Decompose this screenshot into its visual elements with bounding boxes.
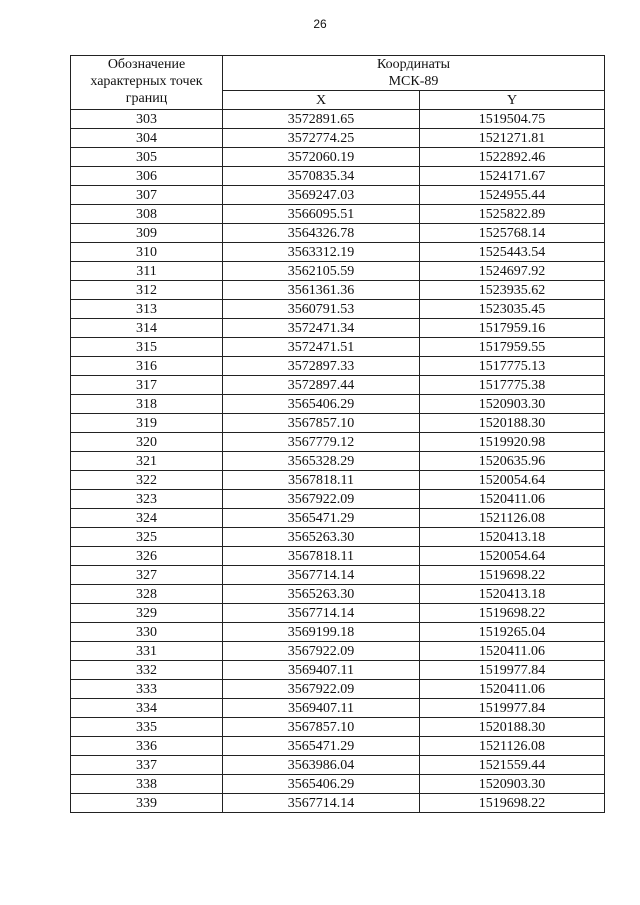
point-cell: 325: [71, 528, 223, 547]
point-cell: 327: [71, 566, 223, 585]
table-row: [71, 566, 605, 585]
y-cell: 1520411.06: [420, 490, 605, 509]
y-cell: 1520411.06: [420, 642, 605, 661]
x-cell: 3567922.09: [223, 680, 420, 699]
y-cell: 1524697.92: [420, 262, 605, 281]
table-row: [71, 547, 605, 566]
table-row: [71, 604, 605, 623]
point-cell: 303: [71, 110, 223, 129]
table-row: [71, 509, 605, 528]
y-cell: 1525822.89: [420, 205, 605, 224]
point-cell: 319: [71, 414, 223, 433]
x-cell: 3572897.44: [223, 376, 420, 395]
table-row: [71, 281, 605, 300]
x-cell: 3567779.12: [223, 433, 420, 452]
y-cell: 1520413.18: [420, 585, 605, 604]
x-cell: 3563312.19: [223, 243, 420, 262]
table-row: [71, 585, 605, 604]
point-cell: 335: [71, 718, 223, 737]
x-cell: 3570835.34: [223, 167, 420, 186]
header-coordinates: [223, 56, 605, 91]
y-cell: 1519504.75: [420, 110, 605, 129]
point-cell: 318: [71, 395, 223, 414]
y-cell: 1525443.54: [420, 243, 605, 262]
x-cell: 3572471.51: [223, 338, 420, 357]
header-point-line2: характерных точек: [90, 74, 203, 89]
x-cell: 3560791.53: [223, 300, 420, 319]
point-cell: 322: [71, 471, 223, 490]
point-cell: 304: [71, 129, 223, 148]
point-cell: 307: [71, 186, 223, 205]
point-cell: 331: [71, 642, 223, 661]
y-cell: 1519698.22: [420, 604, 605, 623]
table-row: [71, 205, 605, 224]
y-cell: 1519977.84: [420, 661, 605, 680]
table-row: [71, 775, 605, 794]
x-cell: 3569199.18: [223, 623, 420, 642]
point-cell: 313: [71, 300, 223, 319]
table-row: [71, 794, 605, 813]
x-cell: 3565328.29: [223, 452, 420, 471]
coordinates-table: [70, 55, 605, 813]
table-row: [71, 338, 605, 357]
header-point-line1: Обозначение: [107, 57, 186, 72]
table-row: [71, 395, 605, 414]
x-cell: 3562105.59: [223, 262, 420, 281]
table-row: [71, 471, 605, 490]
table-row: [71, 376, 605, 395]
table-row: [71, 433, 605, 452]
table-row: [71, 718, 605, 737]
point-cell: 306: [71, 167, 223, 186]
x-cell: 3567922.09: [223, 642, 420, 661]
table-row: [71, 357, 605, 376]
y-cell: 1520635.96: [420, 452, 605, 471]
y-cell: 1521559.44: [420, 756, 605, 775]
table-row: [71, 262, 605, 281]
x-cell: 3567714.14: [223, 604, 420, 623]
x-cell: 3567857.10: [223, 414, 420, 433]
table-row: [71, 167, 605, 186]
point-cell: 311: [71, 262, 223, 281]
table-row: [71, 300, 605, 319]
point-cell: 336: [71, 737, 223, 756]
y-cell: 1520413.18: [420, 528, 605, 547]
point-cell: 308: [71, 205, 223, 224]
point-cell: 324: [71, 509, 223, 528]
point-cell: 309: [71, 224, 223, 243]
x-cell: 3565263.30: [223, 528, 420, 547]
table-row: [71, 699, 605, 718]
x-cell: 3566095.51: [223, 205, 420, 224]
x-cell: 3567818.11: [223, 547, 420, 566]
y-cell: 1519265.04: [420, 623, 605, 642]
point-cell: 305: [71, 148, 223, 167]
y-cell: 1519698.22: [420, 566, 605, 585]
y-cell: 1519920.98: [420, 433, 605, 452]
y-cell: 1520054.64: [420, 471, 605, 490]
point-cell: 315: [71, 338, 223, 357]
x-cell: 3567922.09: [223, 490, 420, 509]
table-row: [71, 148, 605, 167]
header-x: X: [223, 91, 420, 110]
y-cell: 1520411.06: [420, 680, 605, 699]
point-cell: 338: [71, 775, 223, 794]
table-row: [71, 110, 605, 129]
table-row: [71, 129, 605, 148]
y-cell: 1519977.84: [420, 699, 605, 718]
point-cell: 334: [71, 699, 223, 718]
header-point-designation: [71, 56, 223, 110]
header-coords-line2: МСК-89: [388, 74, 439, 89]
x-cell: 3567857.10: [223, 718, 420, 737]
x-cell: 3567714.14: [223, 566, 420, 585]
y-cell: 1524171.67: [420, 167, 605, 186]
page-number: 26: [313, 17, 327, 31]
table-row: [71, 623, 605, 642]
y-cell: 1520188.30: [420, 718, 605, 737]
y-cell: 1525768.14: [420, 224, 605, 243]
point-cell: 330: [71, 623, 223, 642]
table-row: [71, 756, 605, 775]
y-cell: 1520903.30: [420, 775, 605, 794]
x-cell: 3572774.25: [223, 129, 420, 148]
point-cell: 316: [71, 357, 223, 376]
x-cell: 3565263.30: [223, 585, 420, 604]
table-row: [71, 490, 605, 509]
x-cell: 3563986.04: [223, 756, 420, 775]
point-cell: 329: [71, 604, 223, 623]
y-cell: 1522892.46: [420, 148, 605, 167]
x-cell: 3567714.14: [223, 794, 420, 813]
header-point-line3: границ: [125, 91, 168, 106]
point-cell: 326: [71, 547, 223, 566]
table-row: [71, 452, 605, 471]
x-cell: 3569247.03: [223, 186, 420, 205]
x-cell: 3565406.29: [223, 395, 420, 414]
point-cell: 320: [71, 433, 223, 452]
table-row: [71, 224, 605, 243]
table-row: [71, 186, 605, 205]
y-cell: 1524955.44: [420, 186, 605, 205]
x-cell: 3565471.29: [223, 737, 420, 756]
y-cell: 1521271.81: [420, 129, 605, 148]
x-cell: 3572891.65: [223, 110, 420, 129]
x-cell: 3572060.19: [223, 148, 420, 167]
point-cell: 310: [71, 243, 223, 262]
table-row: [71, 243, 605, 262]
x-cell: 3565406.29: [223, 775, 420, 794]
y-cell: 1517959.16: [420, 319, 605, 338]
x-cell: 3569407.11: [223, 661, 420, 680]
point-cell: 337: [71, 756, 223, 775]
point-cell: 314: [71, 319, 223, 338]
table-row: [71, 680, 605, 699]
x-cell: 3564326.78: [223, 224, 420, 243]
y-cell: 1523035.45: [420, 300, 605, 319]
table-row: [71, 642, 605, 661]
y-cell: 1520188.30: [420, 414, 605, 433]
point-cell: 323: [71, 490, 223, 509]
y-cell: 1517775.13: [420, 357, 605, 376]
table-row: [71, 528, 605, 547]
y-cell: 1520903.30: [420, 395, 605, 414]
x-cell: 3572897.33: [223, 357, 420, 376]
y-cell: 1519698.22: [420, 794, 605, 813]
header-y: Y: [420, 91, 605, 110]
x-cell: 3561361.36: [223, 281, 420, 300]
x-cell: 3572471.34: [223, 319, 420, 338]
table-row: [71, 661, 605, 680]
y-cell: 1520054.64: [420, 547, 605, 566]
point-cell: 332: [71, 661, 223, 680]
table-row: [71, 414, 605, 433]
point-cell: 339: [71, 794, 223, 813]
point-cell: 312: [71, 281, 223, 300]
x-cell: 3569407.11: [223, 699, 420, 718]
header-coords-line1: Координаты: [377, 57, 450, 72]
y-cell: 1517775.38: [420, 376, 605, 395]
point-cell: 317: [71, 376, 223, 395]
y-cell: 1523935.62: [420, 281, 605, 300]
x-cell: 3565471.29: [223, 509, 420, 528]
point-cell: 333: [71, 680, 223, 699]
y-cell: 1521126.08: [420, 737, 605, 756]
table-row: [71, 319, 605, 338]
point-cell: 321: [71, 452, 223, 471]
table-body: [71, 110, 605, 813]
y-cell: 1517959.55: [420, 338, 605, 357]
table-row: [71, 737, 605, 756]
y-cell: 1521126.08: [420, 509, 605, 528]
point-cell: 328: [71, 585, 223, 604]
x-cell: 3567818.11: [223, 471, 420, 490]
